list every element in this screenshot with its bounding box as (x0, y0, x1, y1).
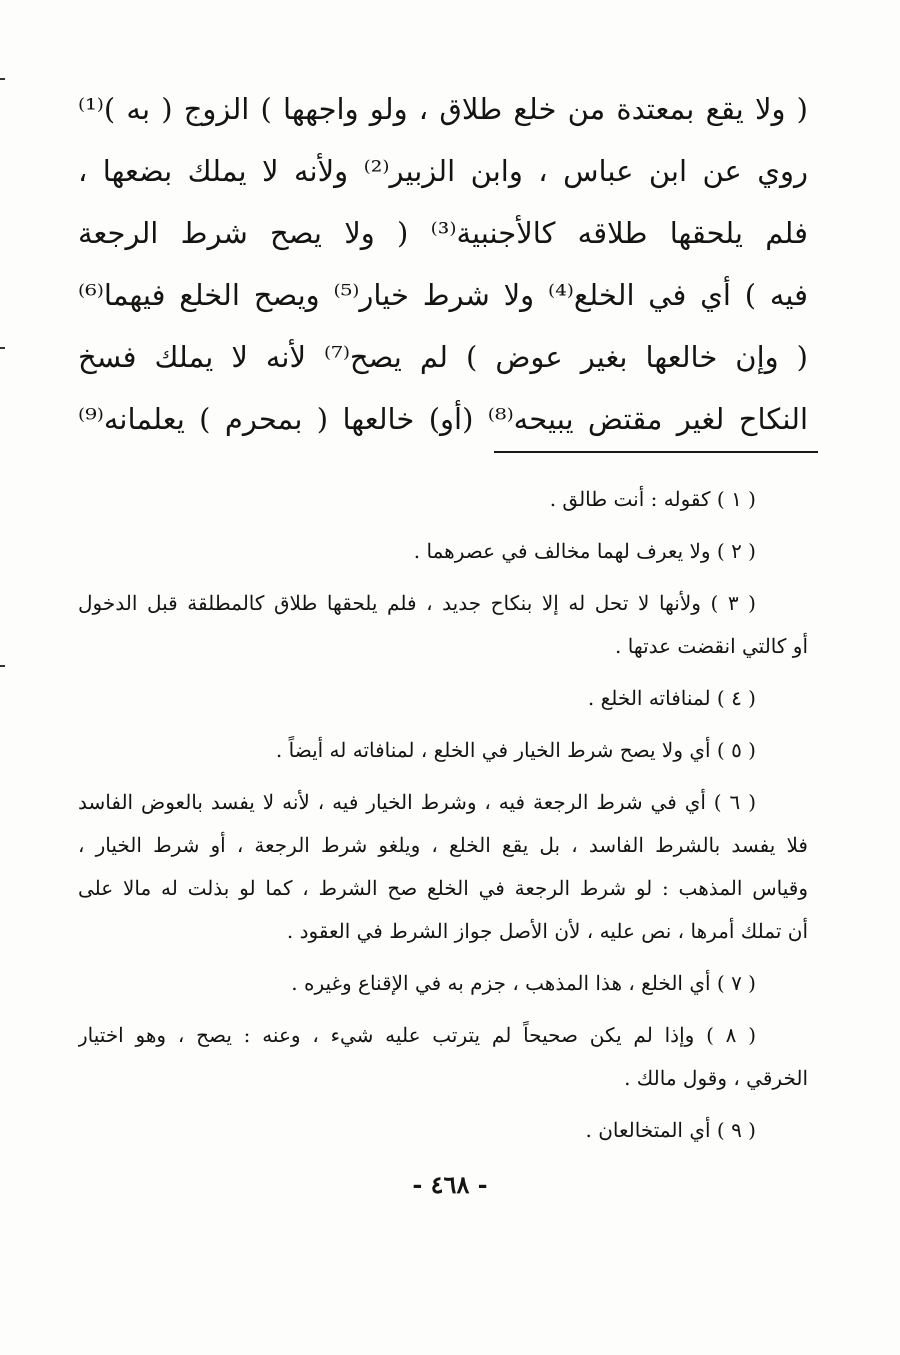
main-text (78, 78, 808, 450)
footnote-line: ( ١ ) كقوله : أنت طالق . (549, 487, 756, 511)
footnote-1 (78, 478, 808, 521)
footnote-4 (78, 677, 808, 720)
scan-edge-mark (0, 78, 5, 80)
page-number: - ٤٦٨ - (412, 1170, 488, 1199)
main-text-line: النكاح لغير مقتض يبيحه⁽⁸⁾ (أو) خالعها ( بمحرم ) يعلمانه⁽⁹⁾ (78, 402, 808, 436)
main-text-line: ( ولا يقع بمعتدة من خلع طلاق ، ولو واجهها ) الزوج ( به )⁽¹⁾ (78, 92, 808, 126)
footnote-separator (494, 451, 818, 453)
footnote-3 (78, 582, 808, 668)
footnote-line: ( ٨ ) وإذا لم يكن صحيحاً لم يترتب عليه شيء ، وعنه : يصح ، وهو اختيار (78, 1023, 756, 1047)
main-text-line: فيه ) أي في الخلع⁽⁴⁾ ولا شرط خيار⁽⁵⁾ ويصح الخلع فيهما⁽⁶⁾ (78, 278, 808, 312)
main-text-line: روي عن ابن عباس ، وابن الزبير⁽²⁾ ولأنه لا يملك بضعها ، (78, 154, 808, 188)
footnote-5 (78, 729, 808, 772)
main-text-line: فلم يلحقها طلاقه كالأجنبية⁽³⁾ ( ولا يصح شرط الرجعة (78, 216, 808, 250)
footnote-line: ( ٧ ) أي الخلع ، هذا المذهب ، جزم به في الإقناع وغيره . (291, 971, 756, 995)
footnote-2 (78, 530, 808, 573)
footnote-line: فلا يفسد بالشرط الفاسد ، بل يقع الخلع ، ويلغو شرط الرجعة ، أو شرط الخيار ، (78, 833, 808, 857)
footnote-8 (78, 1014, 808, 1100)
footnote-line: ( ٢ ) ولا يعرف لهما مخالف في عصرهما . (413, 539, 756, 563)
footnote-6 (78, 781, 808, 953)
footnote-line: ( ٩ ) أي المتخالعان . (585, 1118, 756, 1142)
main-text-line: ( وإن خالعها بغير عوض ) لم يصح⁽⁷⁾ لأنه لا يملك فسخ (78, 340, 808, 374)
footnote-line: ( ٥ ) أي ولا يصح شرط الخيار في الخلع ، لمنافاته له أيضاً . (275, 738, 756, 762)
scan-edge-mark (0, 665, 5, 667)
footnotes (78, 478, 808, 1152)
footnote-9 (78, 1109, 808, 1152)
footnote-line: ( ٣ ) ولأنها لا تحل له إلا بنكاح جديد ، فلم يلحقها طلاق كالمطلقة قبل الدخول (78, 591, 756, 615)
footnote-line: أو كالتي انقضت عدتها . (615, 634, 808, 658)
footnote-line: ( ٤ ) لمنافاته الخلع . (587, 686, 756, 710)
footnote-line: وقياس المذهب : لو شرط الرجعة في الخلع صح الشرط ، كما لو بذلت له مالا على (78, 876, 808, 900)
footnote-line: الخرقي ، وقول مالك . (624, 1066, 808, 1090)
footnote-7 (78, 962, 808, 1005)
footnote-line: ( ٦ ) أي في شرط الرجعة فيه ، وشرط الخيار فيه ، لأنه لا يفسد بالعوض الفاسد (78, 790, 756, 814)
scan-edge-mark (0, 347, 5, 349)
footnote-line: أن تملك أمرها ، نص عليه ، لأن الأصل جواز الشرط في العقود . (286, 919, 808, 943)
